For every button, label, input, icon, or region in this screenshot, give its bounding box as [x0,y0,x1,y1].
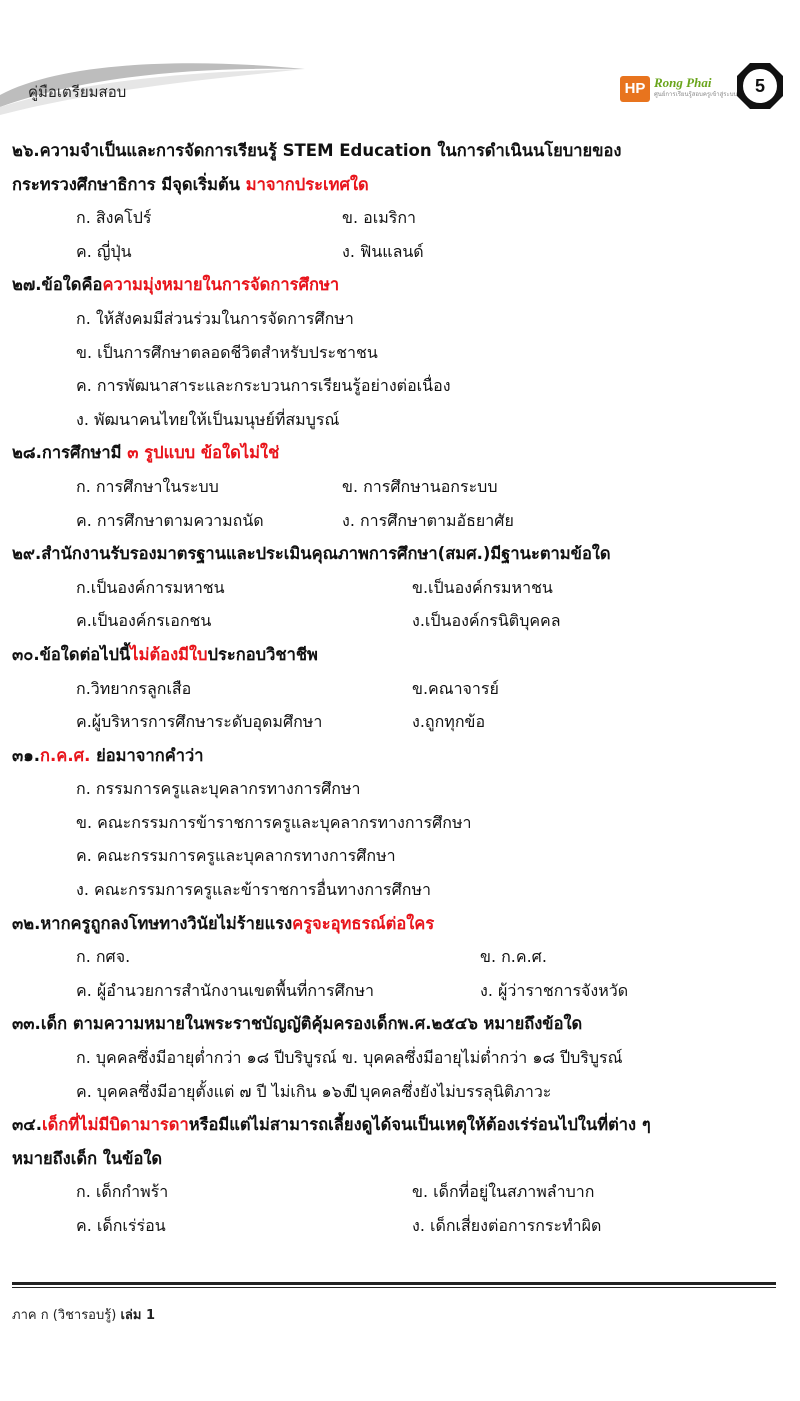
option-row [12,504,788,538]
answer-option: ค. ผู้อำนวยการสำนักงานเขตพื้นที่การศึกษา [76,980,374,1000]
option-row [12,201,788,235]
answer-option: ง.ถูกทุกข้อ [412,712,486,732]
option-row [12,1041,788,1075]
footer-volume: เล่ม 1 [120,1308,155,1323]
question-28 [12,436,788,537]
option-row [12,672,788,706]
question-segment: ประกอบวิชาชีพ [207,644,318,664]
option-row [12,1075,788,1109]
answer-option: ข. เป็นการศึกษาตลอดชีวิตสำหรับประชาชน [76,342,378,362]
question-30 [12,638,788,739]
question-segment: ๓๒.หากครูถูกลงโทษทางวินัยไม่ร้ายแรง [12,913,293,933]
publisher-logo [620,74,737,104]
answer-option: ค. เด็กเร่ร่อน [76,1216,166,1235]
answer-option: ข.เป็นองค์กรมหาชน [412,577,553,597]
option-row [12,470,788,504]
answer-option: ค. การศึกษาตามความถนัด [76,510,264,530]
answer-option: ก. กศจ. [76,947,131,967]
answer-option: ง. บุคคลซึ่งยังไม่บรรลุนิติภาวะ [342,1081,552,1101]
footer-section: ภาค ก (วิชารอบรู้) [12,1308,121,1323]
answer-option: ก. ให้สังคมมีส่วนร่วมในการจัดการศึกษา [76,308,354,328]
footer-text [12,1304,155,1325]
question-text [12,537,788,571]
logo-name: Rong Phai [654,75,712,90]
question-segment: ๒๗.ข้อใดคือ [12,275,103,295]
option-row [12,403,788,437]
question-text [12,1007,788,1041]
answer-option: ง. ผู้ว่าราชการจังหวัด [480,980,629,1000]
option-row [12,336,788,370]
question-segment: ๒๙.สำนักงานรับรองมาตรฐานและประเมินคุณภาพการศึกษา(สมศ.)มีฐานะตามข้อใด [12,544,611,564]
logo-text [654,76,737,102]
answer-option: ก. บุคคลซึ่งมีอายุต่ำกว่า ๑๘ ปีบริบูรณ์ [76,1048,337,1068]
option-row [12,604,788,638]
answer-option: ข. บุคคลซึ่งมีอายุไม่ต่ำกว่า ๑๘ ปีบริบูรณ์ [342,1048,623,1068]
question-highlight: ไม่ต้องมีใบ [130,644,208,664]
answer-option: ค. บุคคลซึ่งมีอายุตั้งแต่ ๗ ปี ไม่เกิน ๑๖ ปี [76,1081,358,1101]
question-highlight: เด็กที่ไม่มีบิดามารดา [42,1115,189,1135]
option-row [12,806,788,840]
question-text [12,739,788,773]
answer-option: ง. คณะกรรมการครูและข้าราชการอื่นทางการศึกษา [76,880,431,900]
answer-option: ค. คณะกรรมการครูและบุคลากรทางการศึกษา [76,846,396,866]
question-segment: ๒๘.การศึกษามี [12,443,128,463]
option-row [12,974,788,1008]
answer-option: ก. สิงคโปร์ [76,208,152,228]
logo-subtitle: ศูนย์การเรียนรู้สอบครูเข้าสู่ระบบ [654,92,738,98]
question-text [12,1108,788,1142]
question-highlight: มาจากประเทศใด [245,174,369,194]
option-row [12,940,788,974]
answer-option: ค.เป็นองค์กรเอกชน [76,611,212,631]
question-segment: ๒๖.ความจำเป็นและการจัดการเรียนรู้ STEM Education ในการดำเนินนโยบายของ [12,141,622,160]
question-31 [12,739,788,907]
question-34 [12,1108,788,1242]
question-segment: ๓๓.เด็ก ตามความหมายในพระราชบัญญัติคุ้มครองเด็กพ.ศ.๒๕๔๖ หมายถึงข้อใด [12,1014,583,1034]
question-text [12,168,788,202]
question-segment: กระทรวงศึกษาธิการ มีจุดเริ่มต้น [12,174,246,194]
question-text [12,1142,788,1176]
question-text [12,134,788,168]
footer-rule-thin [12,1287,776,1288]
answer-option: ง.เป็นองค์กรนิติบุคคล [412,611,561,631]
footer-rule [12,1282,776,1285]
answer-option: ข. คณะกรรมการข้าราชการครูและบุคลากรทางการศึกษา [76,812,472,832]
option-row [12,302,788,336]
answer-option: ก.วิทยากรลูกเสือ [76,678,192,698]
option-row [12,235,788,269]
answer-option: ง. เด็กเสี่ยงต่อการกระทำผิด [412,1216,602,1235]
question-text [12,907,788,941]
question-segment: หมายถึงเด็ก ในข้อใด [12,1148,163,1168]
option-row [12,839,788,873]
answer-option: ง. ฟินแลนด์ [342,241,424,261]
question-text [12,638,788,672]
answer-option: ง. พัฒนาคนไทยให้เป็นมนุษย์ที่สมบูรณ์ [76,409,340,429]
option-row [12,571,788,605]
question-highlight: ๓ รูปแบบ ข้อใดไม่ใช่ [127,443,280,463]
answer-option: ค. ญี่ปุ่น [76,241,132,261]
option-row [12,705,788,739]
question-highlight: ครูจะอุทธรณ์ต่อใคร [292,913,435,933]
option-row [12,1175,788,1209]
answer-option: ข.คณาจารย์ [412,678,499,698]
question-segment: ย่อมาจากคำว่า [90,745,204,765]
option-row [12,772,788,806]
question-29 [12,537,788,638]
answer-option: ข. เด็กที่อยู่ในสภาพลำบาก [412,1182,595,1202]
header-title: คู่มือเตรียมสอบ [28,83,127,101]
question-highlight: ก.ค.ศ. [40,745,91,765]
answer-option: ก.เป็นองค์การมหาชน [76,577,225,597]
answer-option: ก. เด็กกำพร้า [76,1182,169,1202]
page-number: 5 [754,76,765,96]
question-26 [12,134,788,268]
question-highlight: ความมุ่งหมายในการจัดการศึกษา [102,275,340,295]
answer-option: ค.ผู้บริหารการศึกษาระดับอุดมศึกษา [76,712,323,732]
question-text [12,268,788,302]
answer-option: ข. การศึกษานอกระบบ [342,476,498,496]
answer-option: ข. อเมริกา [342,208,416,228]
option-row [12,369,788,403]
question-segment: ๓๐.ข้อใดต่อไปนี้ [12,644,131,664]
question-32 [12,907,788,1008]
question-segment: ๓๔. [12,1115,43,1135]
question-segment: หรือมีแต่ไม่สามารถเลี้ยงดูได้จนเป็นเหตุให้ต้องเร่ร่อนไปในที่ต่าง ๆ [188,1115,651,1135]
answer-option: ค. การพัฒนาสาระและกระบวนการเรียนรู้อย่างต่อเนื่อง [76,376,451,396]
answer-option: ข. ก.ค.ศ. [480,947,547,967]
question-segment: ๓๑. [12,745,41,765]
option-row [12,873,788,907]
logo-mark: HP [620,76,650,102]
question-list [12,134,788,1243]
answer-option: ก. กรรมการครูและบุคลากรทางการศึกษา [76,779,361,799]
question-33 [12,1007,788,1108]
question-text [12,436,788,470]
option-row [12,1209,788,1243]
answer-option: ก. การศึกษาในระบบ [76,476,219,496]
answer-option: ง. การศึกษาตามอัธยาศัย [342,510,514,530]
question-27 [12,268,788,436]
